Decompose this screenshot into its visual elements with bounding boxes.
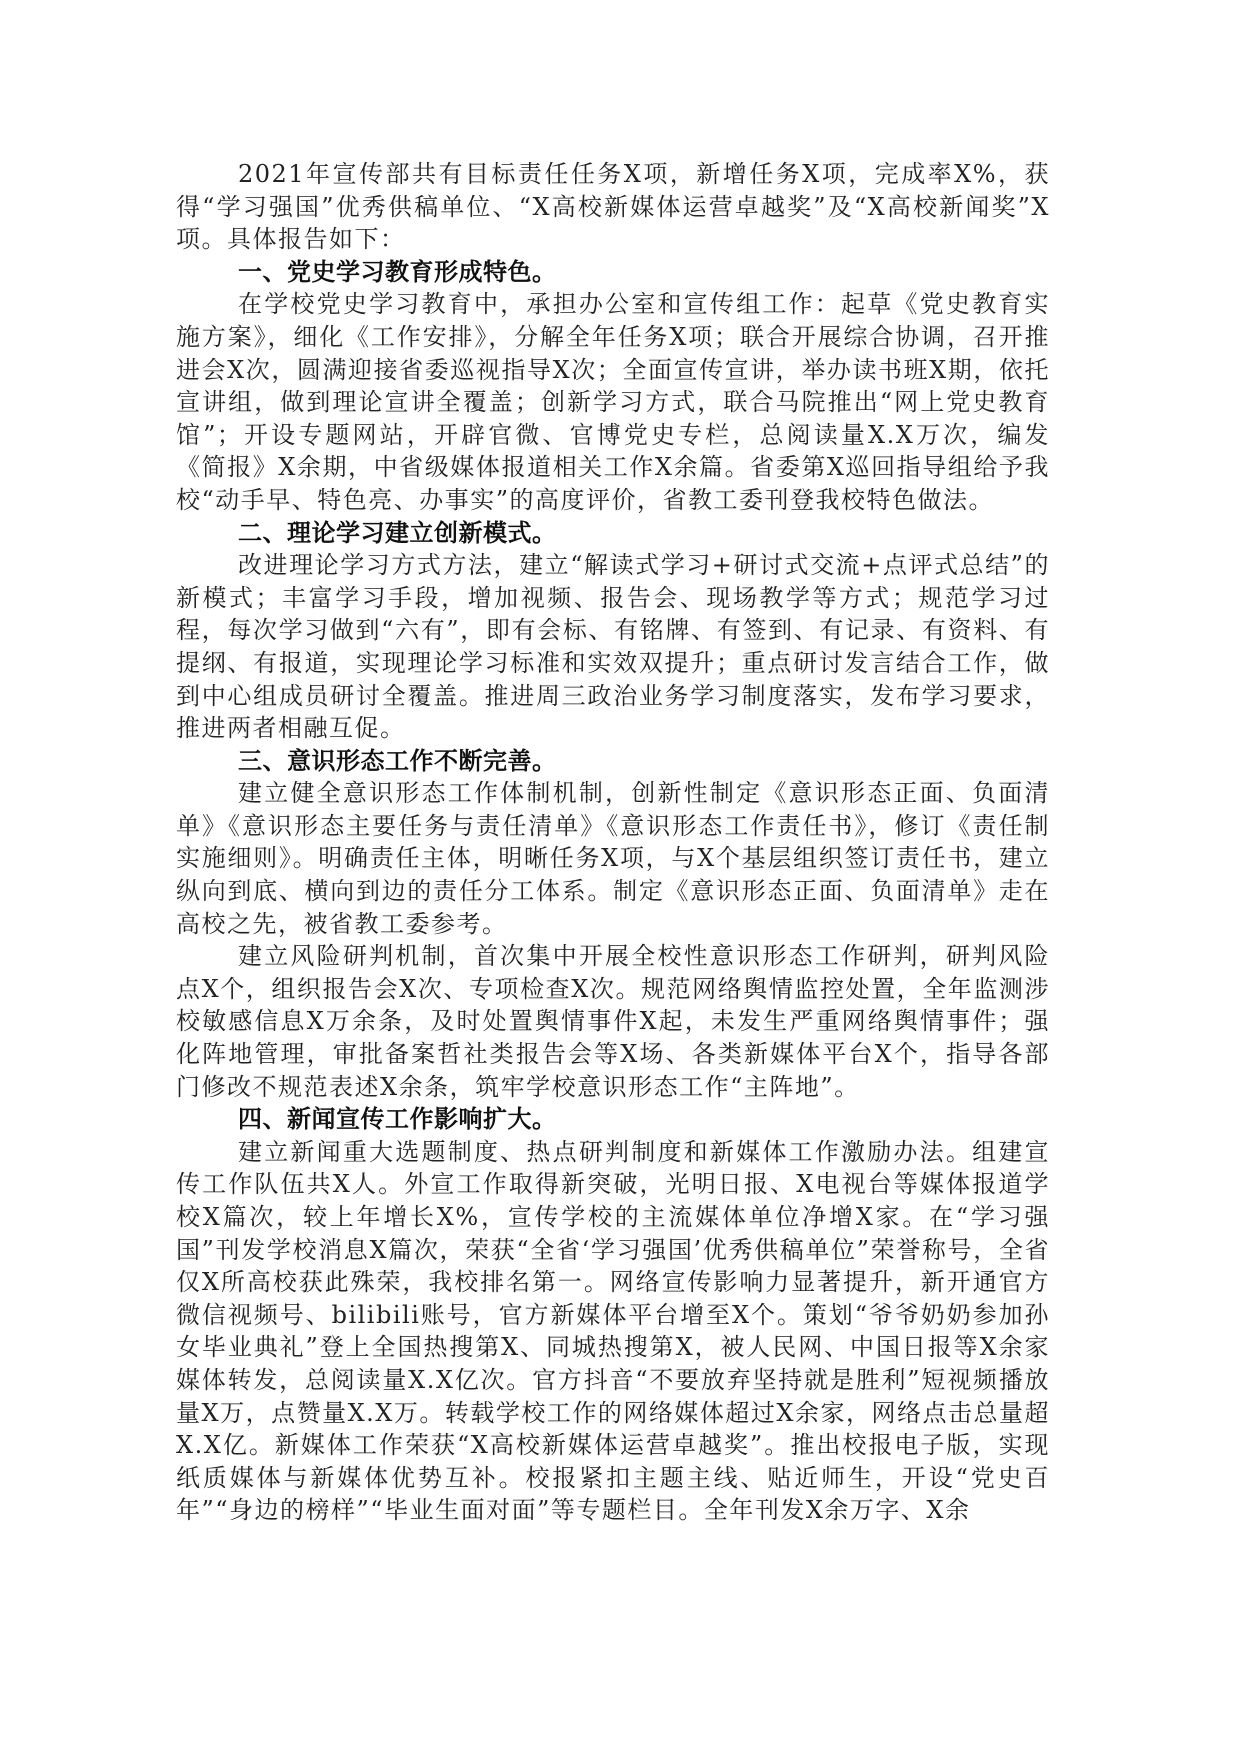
- intro-paragraph: 2021年宣传部共有目标责任任务X项，新增任务X项，完成率X%，获得“学习强国”优秀供稿单位、“X高校新媒体运营卓越奖”及“X高校新闻奖”X项。具体报告如下：: [176, 160, 1050, 254]
- section-heading-2: 二、理论学习建立创新模式。: [238, 518, 557, 547]
- section-4-paragraph-1: 建立新闻重大选题制度、热点研判制度和新媒体工作激励办法。组建宣传工作队伍共X人。外宣工作取得新突破，光明日报、X电视台等媒体报道学校X篇次，较上年增长X%，宣传学校的主流媒体单位净增X家。在“学习强国”刊发学校消息X篇次，荣获“全省‘学习强国’优秀供稿单位”荣誉称号，全省仅X所高校获此殊荣，我校排名第一。网络宣传影响力显著提升，新开通官方微信视频号、bilibili账号，官方新媒体平台增至X个。策划“爷爷奶奶参加孙女毕业典礼”登上全国热搜第X、同城热搜第X，被人民网、中国日报等X余家媒体转发，总阅读量X.X亿次。官方抖音“不要放弃坚持就是胜利”短视频播放量X万，点赞量X.X万。转载学校工作的网络媒体超过X余家，网络点击总量超X.X亿。新媒体工作荣获“X高校新媒体运营卓越奖”。推出校报电子版，实现纸质媒体与新媒体优势互补。校报紧扣主题主线、贴近师生，开设“党史百年”“身边的榜样”“毕业生面对面”等专题栏目。全年刊发X余万字、X余: [176, 1137, 1050, 1525]
- section-1-paragraph-1: 在学校党史学习教育中，承担办公室和宣传组工作：起草《党史教育实施方案》，细化《工作安排》，分解全年任务X项；联合开展综合协调，召开推进会X次，圆满迎接省委巡视指导X次；全面宣传宣讲，举办读书班X期，依托宣讲组，做到理论宣讲全覆盖；创新学习方式，联合马院推出“网上党史教育馆”；开设专题网站，开辟官微、官博党史专栏，总阅读量X.X万次，编发《简报》X余期，中省级媒体报道相关工作X余篇。省委第X巡回指导组给予我校“动手早、特色亮、办事实”的高度评价，省教工委刊登我校特色做法。: [176, 290, 1050, 514]
- section-3-paragraph-1: 建立健全意识形态工作体制机制，创新性制定《意识形态正面、负面清单》《意识形态主要任务与责任清单》《意识形态工作责任书》，修订《责任制实施细则》。明确责任主体，明晰任务X项，与X个基层组织签订责任书，建立纵向到底、横向到边的责任分工体系。制定《意识形态正面、负面清单》走在高校之先，被省教工委参考。: [176, 779, 1050, 938]
- section-2-paragraph-1: 改进理论学习方式方法，建立“解读式学习+研讨式交流+点评式总结”的新模式；丰富学习手段，增加视频、报告会、现场教学等方式；规范学习过程，每次学习做到“六有”，即有会标、有铭牌、有签到、有记录、有资料、有提纲、有报道，实现理论学习标准和实效双提升；重点研讨发言结合工作，做到中心组成员研讨全覆盖。推进周三政治业务学习制度落实，发布学习要求，推进两者相融互促。: [176, 551, 1050, 743]
- section-heading-3: 三、意识形态工作不断完善。: [238, 746, 557, 775]
- section-heading-4: 四、新闻宣传工作影响扩大。: [238, 1105, 557, 1134]
- section-3-paragraph-2: 建立风险研判机制，首次集中开展全校性意识形态工作研判，研判风险点X个，组织报告会X次、专项检查X次。规范网络舆情监控处置，全年监测涉校敏感信息X万余条，及时处置舆情事件X起，未发生严重网络舆情事件；强化阵地管理，审批备案哲社类报告会等X场、各类新媒体平台X个，指导各部门修改不规范表述X余条，筑牢学校意识形态工作“主阵地”。: [176, 942, 1050, 1101]
- document-page: [176, 158, 1050, 1527]
- section-heading-1: 一、党史学习教育形成特色。: [238, 257, 557, 286]
